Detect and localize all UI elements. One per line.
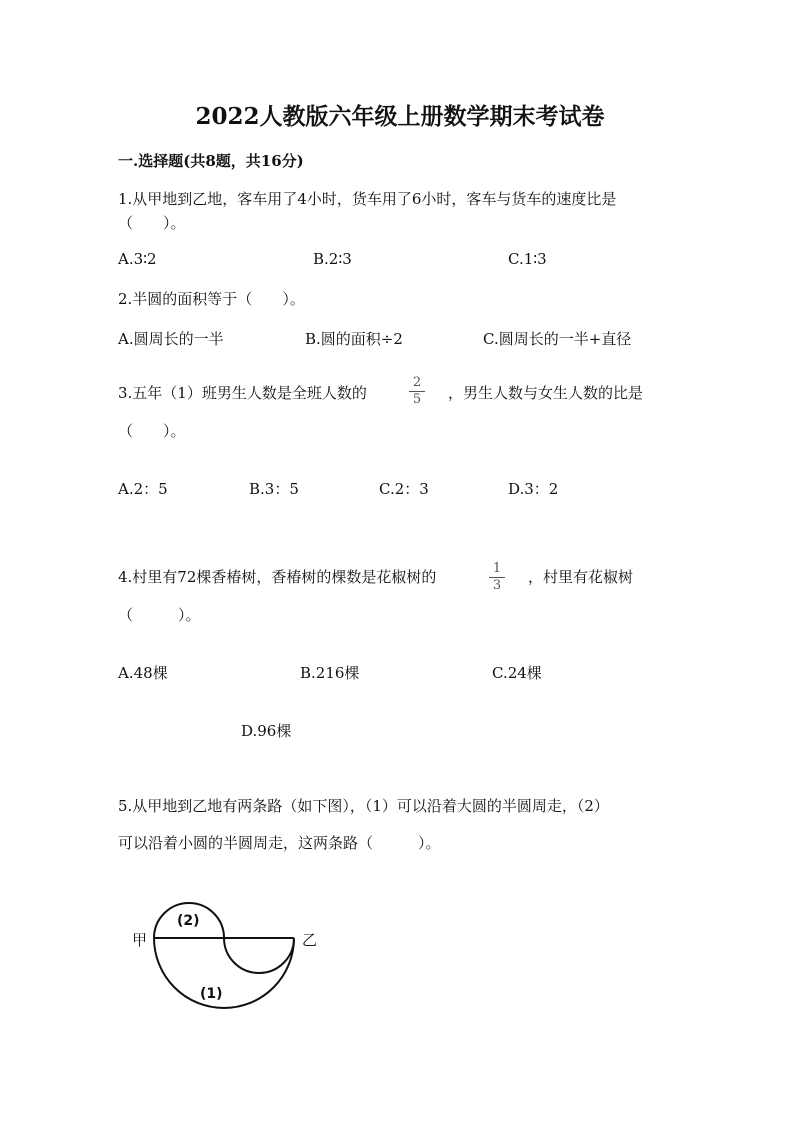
label-route-1: (1) <box>200 986 223 1002</box>
q4-option-b: B.216棵 <box>300 664 360 682</box>
q3-fraction-denominator: 5 <box>412 392 422 407</box>
section-heading: 一.选择题(共8题，共16分) <box>118 152 304 170</box>
q4-fraction-denominator: 3 <box>492 578 502 593</box>
label-end-yi: 乙 <box>302 931 318 949</box>
q3-fraction <box>409 376 425 407</box>
q4-option-c: C.24棵 <box>492 664 542 682</box>
q1-option-b: B.2∶3 <box>313 250 352 268</box>
q3-text-line1b: ，男生人数与女生人数的比是 <box>448 384 644 402</box>
label-start-jia: 甲 <box>132 931 148 949</box>
q3-option-a: A.2：5 <box>118 480 168 498</box>
q2-option-c: C.圆周长的一半+直径 <box>483 330 632 348</box>
q1-text-line2: （ ）。 <box>118 214 186 232</box>
q2-option-b: B.圆的面积÷2 <box>305 330 403 348</box>
q4-text-line2: （ ）。 <box>118 606 201 624</box>
semicircle-path-figure <box>120 890 340 1020</box>
q1-text-line1: 1.从甲地到乙地，客车用了4小时，货车用了6小时，客车与货车的速度比是 <box>118 190 617 208</box>
q3-option-c: C.2：3 <box>379 480 429 498</box>
label-route-2: (2) <box>177 913 200 929</box>
q1-option-c: C.1∶3 <box>508 250 547 268</box>
q3-option-d: D.3：2 <box>508 480 559 498</box>
q2-option-a: A.圆周长的一半 <box>118 330 224 348</box>
q4-fraction-numerator: 1 <box>492 561 502 576</box>
q5-text-line1: 5.从甲地到乙地有两条路（如下图），（1）可以沿着大圆的半圆周走，（2） <box>118 797 609 815</box>
q1-option-a: A.3∶2 <box>118 250 157 268</box>
q4-text-line1a: 4.村里有72棵香椿树，香椿树的棵数是花椒树的 <box>118 568 437 586</box>
q3-text-line1a: 3.五年（1）班男生人数是全班人数的 <box>118 384 367 402</box>
q3-fraction-numerator: 2 <box>412 375 422 390</box>
q4-text-line1b: ，村里有花椒树 <box>528 568 634 586</box>
q4-option-d: D.96棵 <box>241 722 292 740</box>
q5-text-line2: 可以沿着小圆的半圆周走，这两条路（ ）。 <box>118 834 441 852</box>
large-semicircle-path <box>154 938 294 1008</box>
small-semicircle-lower-path <box>224 938 294 973</box>
q3-text-line2: （ ）。 <box>118 422 186 440</box>
q4-option-a: A.48棵 <box>118 664 168 682</box>
page-title: 2022人教版六年级上册数学期末考试卷 <box>195 103 605 130</box>
q3-option-b: B.3：5 <box>249 480 299 498</box>
q2-text-line1: 2.半圆的面积等于（ ）。 <box>118 290 305 308</box>
q4-fraction <box>489 562 505 593</box>
